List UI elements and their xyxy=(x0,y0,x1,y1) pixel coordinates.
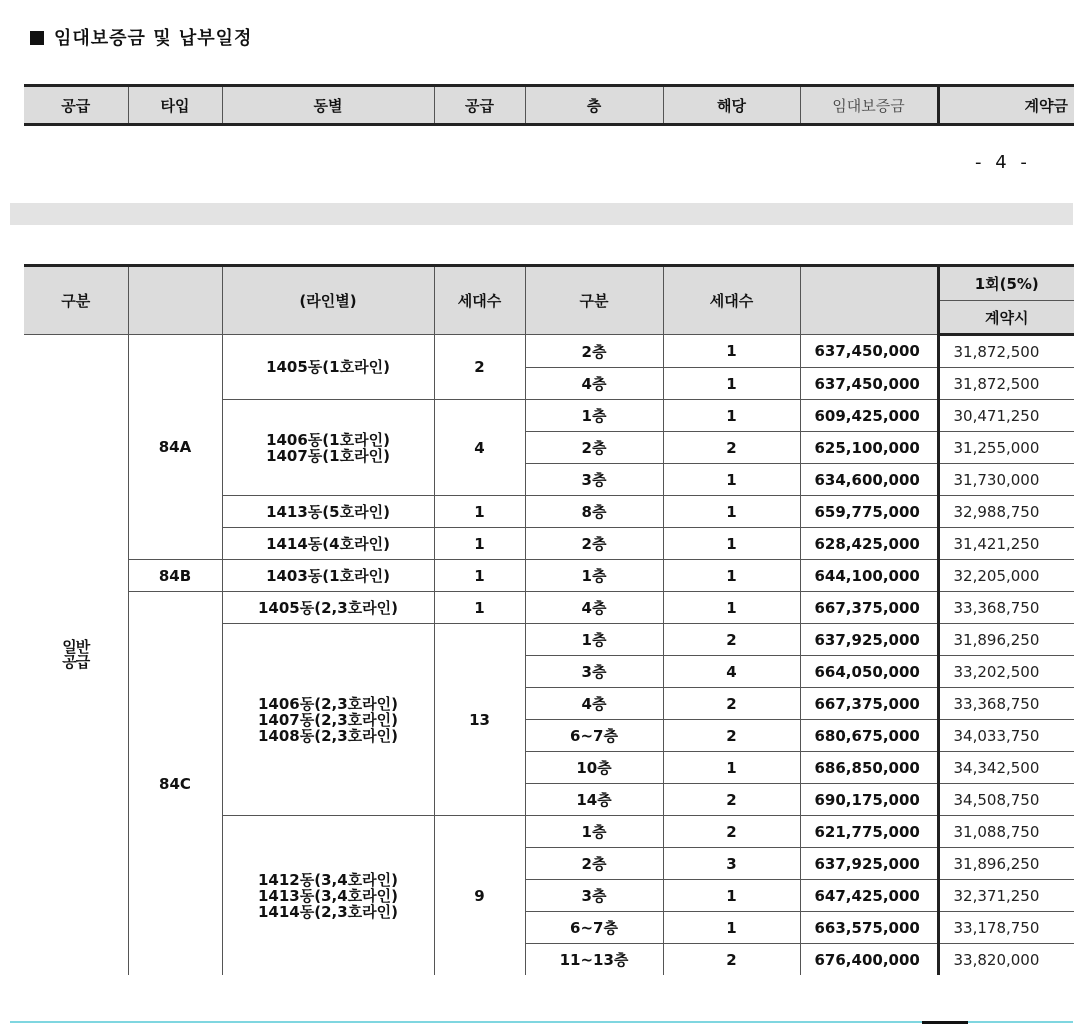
units-cell: 1 xyxy=(663,400,800,432)
header-cell-building: 동별 xyxy=(222,86,434,125)
deposit-cell: 686,850,000 xyxy=(800,752,938,784)
contract-cell: 31,896,250 xyxy=(938,848,1074,880)
bottom-marker xyxy=(922,1021,968,1024)
building-households: 1 xyxy=(434,528,525,560)
deposit-cell: 663,575,000 xyxy=(800,912,938,944)
building-cell: 1406동(1호라인) 1407동(1호라인) xyxy=(222,400,434,496)
units-cell: 2 xyxy=(663,720,800,752)
header-cell-type: 타입 xyxy=(128,86,222,125)
contract-cell: 33,368,750 xyxy=(938,592,1074,624)
header-at-contract: 계약시 xyxy=(938,301,1074,335)
contract-cell: 33,202,500 xyxy=(938,656,1074,688)
floor-cell: 4층 xyxy=(525,592,663,624)
units-cell: 1 xyxy=(663,335,800,368)
table-row xyxy=(24,560,1074,592)
header-cell-floor: 층 xyxy=(525,86,663,125)
floor-cell: 6~7층 xyxy=(525,912,663,944)
contract-cell: 31,872,500 xyxy=(938,368,1074,400)
header-type-blank xyxy=(128,266,222,335)
units-cell: 2 xyxy=(663,624,800,656)
floor-cell: 10층 xyxy=(525,752,663,784)
contract-cell: 32,988,750 xyxy=(938,496,1074,528)
building-households: 1 xyxy=(434,496,525,528)
units-cell: 1 xyxy=(663,560,800,592)
units-cell: 1 xyxy=(663,752,800,784)
floor-cell: 3층 xyxy=(525,464,663,496)
deposit-cell: 625,100,000 xyxy=(800,432,938,464)
deposit-cell: 664,050,000 xyxy=(800,656,938,688)
floor-cell: 1층 xyxy=(525,624,663,656)
table-row xyxy=(24,335,1074,368)
header-households: 세대수 xyxy=(434,266,525,335)
section-title-text: 임대보증금 및 납부일정 xyxy=(54,28,253,49)
building-cell: 1413동(5호라인) xyxy=(222,496,434,528)
building-households: 2 xyxy=(434,335,525,400)
units-cell: 2 xyxy=(663,432,800,464)
contract-cell: 30,471,250 xyxy=(938,400,1074,432)
contract-cell: 31,872,500 xyxy=(938,335,1074,368)
floor-cell: 4층 xyxy=(525,368,663,400)
units-cell: 1 xyxy=(663,368,800,400)
header-installment-1: 1회(5%) xyxy=(938,266,1074,301)
deposit-cell: 637,925,000 xyxy=(800,624,938,656)
floor-cell: 2층 xyxy=(525,528,663,560)
viewport-bottom-line xyxy=(10,1021,1073,1023)
group-general-supply: 일반 공급 xyxy=(24,335,128,976)
deposit-cell: 667,375,000 xyxy=(800,592,938,624)
units-cell: 1 xyxy=(663,880,800,912)
deposit-cell: 690,175,000 xyxy=(800,784,938,816)
units-cell: 1 xyxy=(663,592,800,624)
header-cell-supply-count: 공급 xyxy=(434,86,525,125)
contract-cell: 34,033,750 xyxy=(938,720,1074,752)
building-cell: 1406동(2,3호라인) 1407동(2,3호라인) 1408동(2,3호라인) xyxy=(222,624,434,816)
contract-cell: 32,205,000 xyxy=(938,560,1074,592)
units-cell: 2 xyxy=(663,784,800,816)
contract-cell: 31,421,250 xyxy=(938,528,1074,560)
deposit-cell: 644,100,000 xyxy=(800,560,938,592)
contract-cell: 34,508,750 xyxy=(938,784,1074,816)
contract-cell: 31,088,750 xyxy=(938,816,1074,848)
floor-cell: 1층 xyxy=(525,400,663,432)
header-households-2: 세대수 xyxy=(663,266,800,335)
header-cell-contract: 계약금 xyxy=(938,86,1074,125)
type-84C: 84C xyxy=(128,592,222,976)
contract-cell: 31,255,000 xyxy=(938,432,1074,464)
floor-cell: 11~13층 xyxy=(525,944,663,976)
section-title xyxy=(30,24,252,50)
contract-cell: 33,368,750 xyxy=(938,688,1074,720)
floor-cell: 2층 xyxy=(525,848,663,880)
contract-cell: 31,730,000 xyxy=(938,464,1074,496)
building-cell: 1403동(1호라인) xyxy=(222,560,434,592)
deposit-cell: 647,425,000 xyxy=(800,880,938,912)
units-cell: 1 xyxy=(663,496,800,528)
deposit-cell: 680,675,000 xyxy=(800,720,938,752)
floor-cell: 4층 xyxy=(525,688,663,720)
units-cell: 1 xyxy=(663,528,800,560)
previous-page-header-row xyxy=(24,84,1074,126)
header-division: 구분 xyxy=(24,266,128,335)
floor-cell: 3층 xyxy=(525,880,663,912)
floor-cell: 1층 xyxy=(525,816,663,848)
units-cell: 2 xyxy=(663,944,800,976)
deposit-cell: 637,450,000 xyxy=(800,335,938,368)
header-deposit-blank xyxy=(800,266,938,335)
deposit-cell: 634,600,000 xyxy=(800,464,938,496)
deposit-cell: 659,775,000 xyxy=(800,496,938,528)
building-households: 13 xyxy=(434,624,525,816)
deposit-cell: 609,425,000 xyxy=(800,400,938,432)
units-cell: 1 xyxy=(663,912,800,944)
floor-cell: 14층 xyxy=(525,784,663,816)
floor-cell: 1층 xyxy=(525,560,663,592)
contract-cell: 31,896,250 xyxy=(938,624,1074,656)
deposit-cell: 637,925,000 xyxy=(800,848,938,880)
floor-cell: 2층 xyxy=(525,432,663,464)
units-cell: 1 xyxy=(663,464,800,496)
header-cell-applicable: 해당 xyxy=(663,86,800,125)
floor-cell: 6~7층 xyxy=(525,720,663,752)
deposit-cell: 621,775,000 xyxy=(800,816,938,848)
type-84A: 84A xyxy=(128,335,222,560)
deposit-schedule-table xyxy=(24,264,1074,975)
floor-cell: 8층 xyxy=(525,496,663,528)
contract-cell: 33,178,750 xyxy=(938,912,1074,944)
page-number: - 4 - xyxy=(975,152,1031,173)
square-bullet-icon xyxy=(30,31,44,45)
contract-cell: 34,342,500 xyxy=(938,752,1074,784)
header-line: (라인별) xyxy=(222,266,434,335)
deposit-cell: 676,400,000 xyxy=(800,944,938,976)
deposit-cell: 667,375,000 xyxy=(800,688,938,720)
building-cell: 1414동(4호라인) xyxy=(222,528,434,560)
building-households: 1 xyxy=(434,560,525,592)
type-84B: 84B xyxy=(128,560,222,592)
units-cell: 4 xyxy=(663,656,800,688)
building-cell: 1405동(2,3호라인) xyxy=(222,592,434,624)
table-row xyxy=(24,592,1074,624)
deposit-cell: 628,425,000 xyxy=(800,528,938,560)
header-cell-supply: 공급 xyxy=(24,86,128,125)
deposit-cell: 637,450,000 xyxy=(800,368,938,400)
units-cell: 3 xyxy=(663,848,800,880)
building-cell: 1405동(1호라인) xyxy=(222,335,434,400)
header-division-2: 구분 xyxy=(525,266,663,335)
building-households: 9 xyxy=(434,816,525,976)
page-separator xyxy=(10,203,1073,225)
building-households: 4 xyxy=(434,400,525,496)
units-cell: 2 xyxy=(663,816,800,848)
building-households: 1 xyxy=(434,592,525,624)
contract-cell: 32,371,250 xyxy=(938,880,1074,912)
building-cell: 1412동(3,4호라인) 1413동(3,4호라인) 1414동(2,3호라인) xyxy=(222,816,434,976)
floor-cell: 3층 xyxy=(525,656,663,688)
contract-cell: 33,820,000 xyxy=(938,944,1074,976)
units-cell: 2 xyxy=(663,688,800,720)
floor-cell: 2층 xyxy=(525,335,663,368)
header-cell-deposit: 임대보증금 xyxy=(800,86,938,125)
